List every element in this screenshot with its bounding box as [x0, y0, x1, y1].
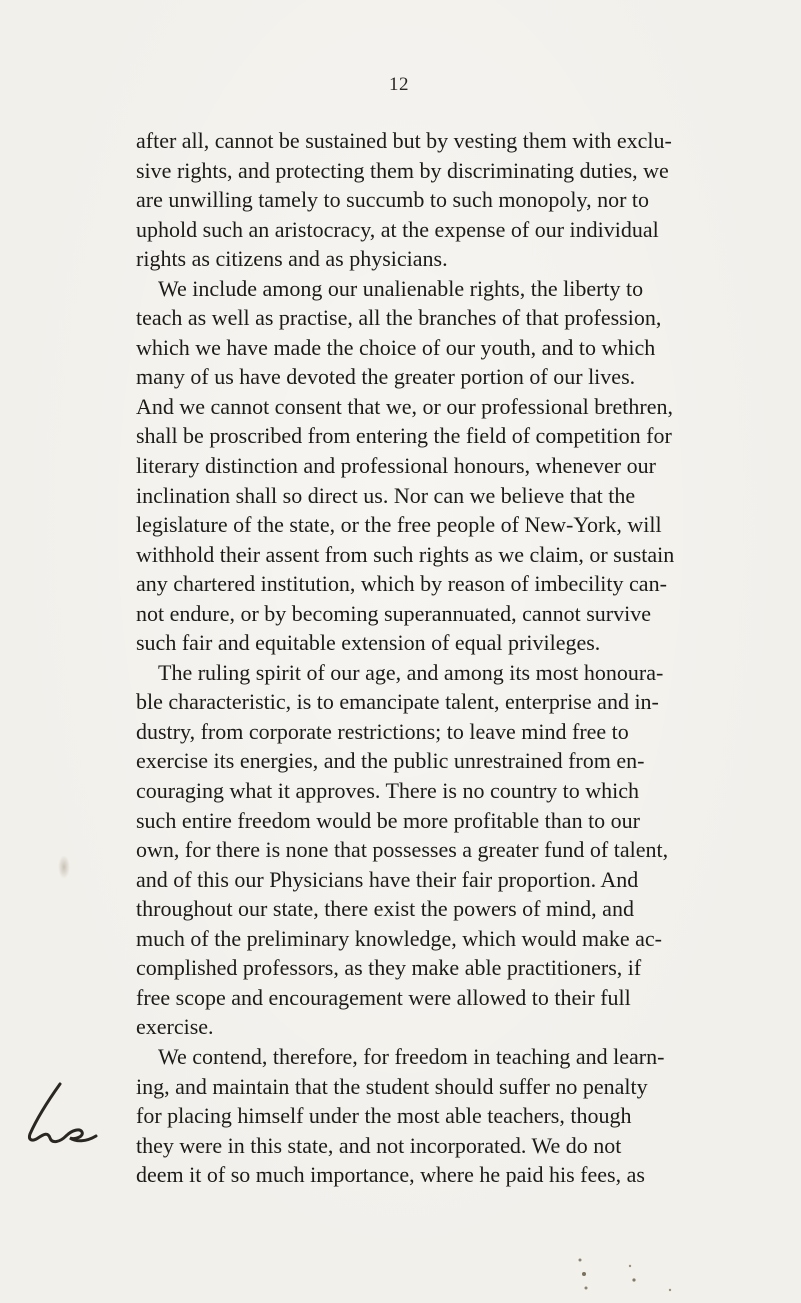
page-number: 12 [389, 74, 409, 95]
text-line: much of the preliminary knowledge, which would make ac- [136, 925, 663, 951]
text-line: And we cannot consent that we, or our professional brethren, [136, 393, 674, 419]
text-line: not endure, or by becoming superannuated, cannot survive [136, 600, 652, 626]
text-line: dustry, from corporate restrictions; to leave mind free to [136, 718, 629, 744]
text-line: deem it of so much importance, where he paid his fees, as [136, 1162, 645, 1188]
body-text [136, 126, 776, 1190]
text-line: couraging what it approves. There is no country to which [136, 778, 640, 804]
text-line: are unwilling tamely to succumb to such monopoly, nor to [136, 187, 650, 213]
text-line: ing, and maintain that the student should suffer no penalty [136, 1073, 648, 1099]
text-line: for placing himself under the most able teachers, though [136, 1103, 632, 1129]
text-line: The ruling spirit of our age, and among its most honoura- [158, 659, 664, 685]
text-line: free scope and encouragement were allowed to their full [136, 984, 631, 1010]
ink-bleed-mark [58, 855, 70, 879]
handwritten-margin-annotation [20, 1076, 104, 1160]
text-line: throughout our state, there exist the powers of mind, and [136, 896, 634, 922]
text-line: many of us have devoted the greater portion of our lives. [136, 364, 636, 390]
text-line: exercise its energies, and the public unrestrained from en- [136, 748, 645, 774]
text-line: any chartered institution, which by reason of imbecility can- [136, 571, 667, 597]
text-line: after all, cannot be sustained but by vesting them with exclu- [136, 128, 672, 153]
text-line: teach as well as practise, all the branches of that profession, [136, 305, 662, 331]
text-line: withhold their assent from such rights as we claim, or sustain [136, 541, 675, 567]
text-line: such fair and equitable extension of equal privileges. [136, 630, 601, 656]
text-line: shall be proscribed from entering the field of competition for [136, 423, 672, 449]
text-line: complished professors, as they make able practitioners, if [136, 955, 642, 981]
text-line: We contend, therefore, for freedom in teaching and learn- [158, 1043, 665, 1069]
text-line: which we have made the choice of our youth, and to which [136, 334, 656, 360]
scan-noise [560, 1240, 700, 1300]
text-line: own, for there is none that possesses a greater fund of talent, [136, 837, 669, 863]
text-line: such entire freedom would be more profitable than to our [136, 807, 641, 833]
text-line: We include among our unalienable rights, the liberty to [158, 275, 644, 301]
text-line: legislature of the state, or the free people of New-York, will [136, 512, 662, 538]
text-line: exercise. [136, 1014, 214, 1040]
text-line: and of this our Physicians have their fair proportion. And [136, 866, 639, 892]
text-line: they were in this state, and not incorporated. We do not [136, 1132, 622, 1158]
text-line: inclination shall so direct us. Nor can we believe that the [136, 482, 636, 508]
text-line: ble characteristic, is to emancipate talent, enterprise and in- [136, 689, 659, 715]
text-line: literary distinction and professional honours, whenever our [136, 453, 656, 479]
text-line: rights as citizens and as physicians. [136, 246, 448, 272]
text-line: sive rights, and protecting them by discriminating duties, we [136, 157, 669, 183]
text-line: uphold such an aristocracy, at the expense of our individual [136, 216, 659, 242]
